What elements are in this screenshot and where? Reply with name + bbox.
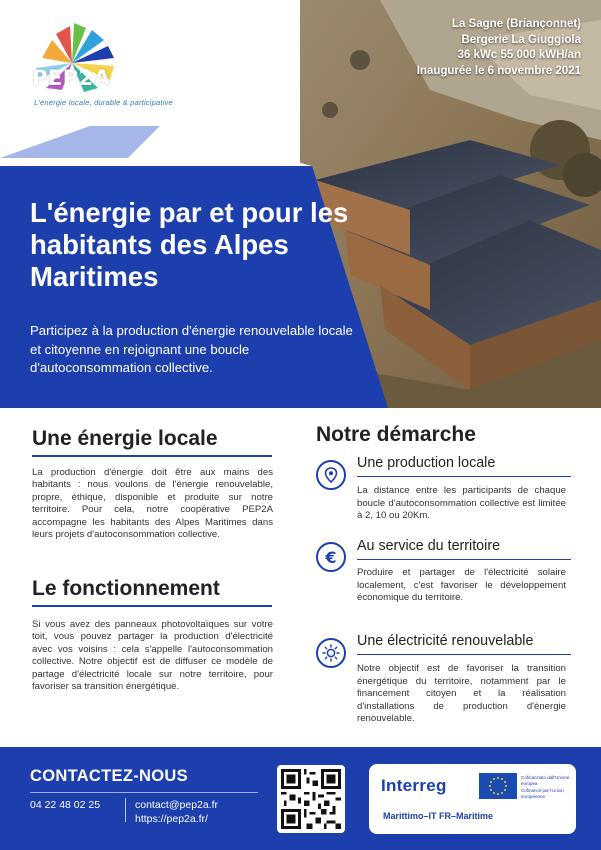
eu-flag-icon xyxy=(479,773,517,799)
approach-item-title: Au service du territoire xyxy=(357,538,501,554)
qr-code[interactable] xyxy=(277,765,345,833)
phone-number[interactable]: 04 22 48 02 25 xyxy=(30,799,101,811)
sun-icon xyxy=(316,638,346,668)
euro-icon: € xyxy=(316,542,346,572)
pep2a-logo[interactable] xyxy=(22,18,172,130)
logo-tagline: L'énergie locale, durable & participative xyxy=(34,98,173,107)
footer xyxy=(0,747,601,850)
section-title-approach: Notre démarche xyxy=(316,423,476,446)
item-divider xyxy=(357,476,571,477)
interreg-logo xyxy=(369,764,576,834)
approach-item-text: Produire et partager de l'électricité solaire localement, c'est favoriser le développement économique du territoire. xyxy=(357,567,566,604)
logo-name: PEP2A xyxy=(32,66,111,90)
item-divider xyxy=(357,559,571,560)
approach-item-text: Notre objectif est de favoriser la transition énergétique du territoire, notamment par le financement citoyen et la réalisation d'installations de production d'énergie renouvelable. xyxy=(357,663,566,725)
section-divider xyxy=(32,605,272,607)
contact-divider xyxy=(30,792,258,793)
approach-item-title: Une électricité renouvelable xyxy=(357,633,534,649)
caption-date: Inaugurée le 6 novembre 2021 xyxy=(416,64,581,77)
location-pin-icon xyxy=(316,460,346,490)
interreg-name: Interreg xyxy=(381,776,447,795)
qr-code-icon xyxy=(281,769,341,829)
item-divider xyxy=(357,654,571,655)
approach-item-title: Une production locale xyxy=(357,455,496,471)
section-title-how-it-works: Le fonctionnement xyxy=(32,577,220,600)
caption-site: Bergerie La Giuggiola xyxy=(461,33,581,46)
photo-caption xyxy=(417,17,581,79)
website-link[interactable]: https://pep2a.fr/ xyxy=(135,813,208,825)
contact-separator xyxy=(125,798,126,822)
hero-subtitle: Participez à la production d'énergie renouvelable locale et citoyenne en rejoignant une boucle d'autoconsommation collective. xyxy=(30,323,353,375)
email-link[interactable]: contact@pep2a.fr xyxy=(135,799,219,811)
section-divider xyxy=(32,455,272,457)
approach-item-text: La distance entre les participants de chaque boucle d'autoconsommation collective est limitée à 2, 10 ou 20Km. xyxy=(357,485,566,522)
eu-cofunding-italian: Cofinanziato dall'Unione europea xyxy=(521,775,570,786)
how-it-works-text: Si vous avez des panneaux photovoltaïques sur votre toit, vous pouvez partager la production d'électricité avec vos voisins : cela s'appelle l'autoconsommation collective. Notre objectif est de diffuser ce modèle de partage d'électricité locale sur notre territoire, pour favoriser sa transition énergétique. xyxy=(32,619,273,693)
local-energy-text: La production d'énergie doit être aux mains des habitants : nous voulons de l'énergie renouvelable, propre, éthique, disponible et produite sur notre territoire. Pour cela, notre coopérative PEP2A accompagne les habitants des Alpes Maritimes dans leurs projets d'autoconsommation collective. xyxy=(32,467,273,541)
interreg-program-name: Marittimo–IT FR–Maritime xyxy=(383,811,494,821)
section-title-local-energy: Une énergie locale xyxy=(32,427,218,450)
hero-title: L'énergie par et pour les habitants des Alpes Maritimes xyxy=(30,197,349,292)
caption-location: La Sagne (Briançonnet) xyxy=(451,18,581,30)
hero-section xyxy=(0,0,601,408)
contact-title: CONTACTEZ-NOUS xyxy=(30,767,188,785)
eu-cofunding-french: Cofinancé par l'Union européenne xyxy=(521,788,564,799)
caption-capacity: 36 kWc 55 000 kWH/an xyxy=(457,49,581,61)
